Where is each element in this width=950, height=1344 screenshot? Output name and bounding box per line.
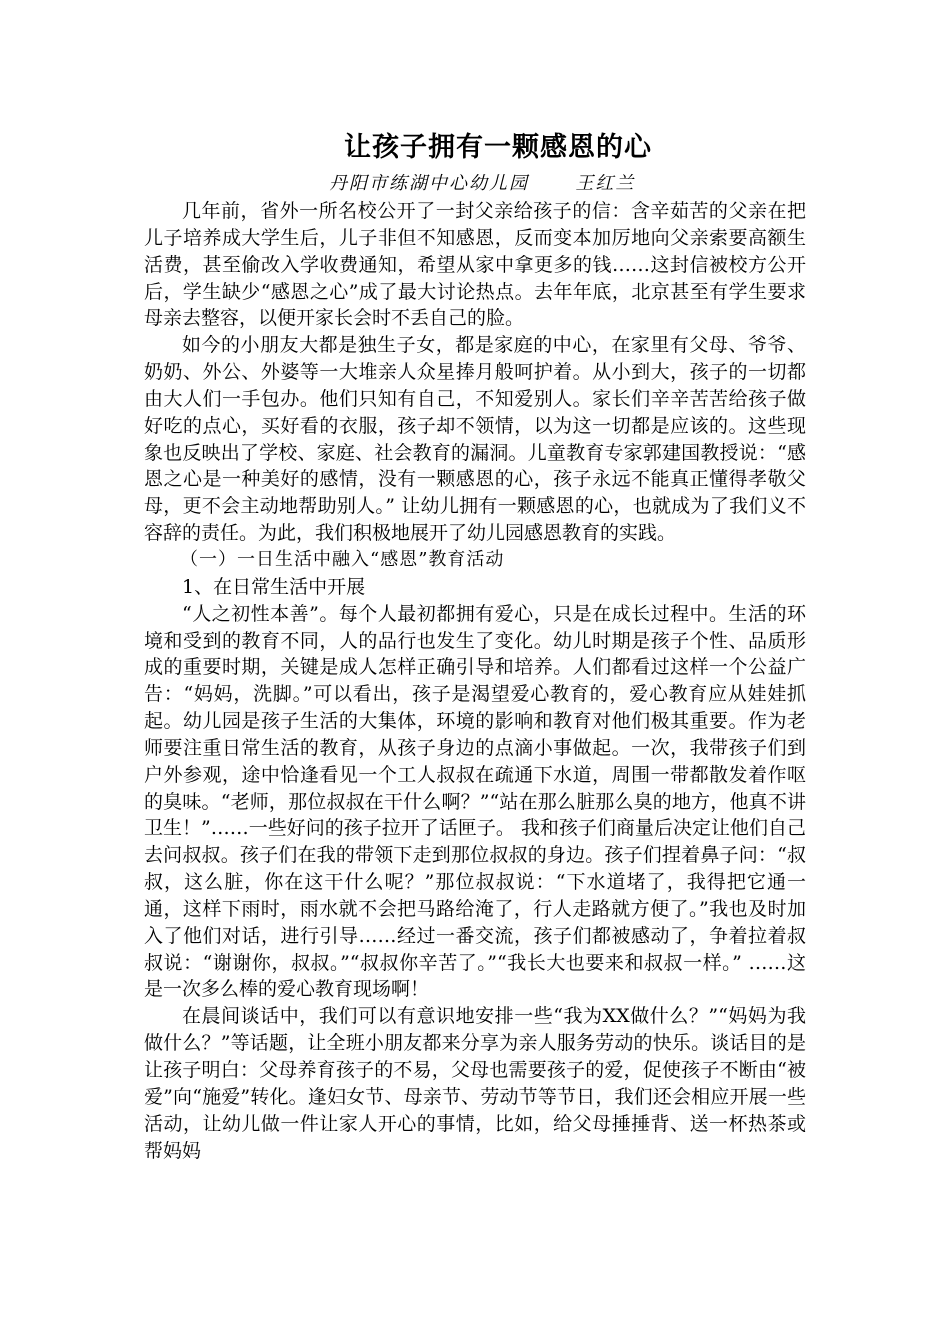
author-byline: 丹阳市练湖中心幼儿园 王红兰 bbox=[329, 173, 636, 194]
section-heading: （一）一日生活中融入“感恩”教育活动 bbox=[180, 548, 505, 570]
paragraph-only-children: 如今的小朋友大都是独生子女，都是家庭的中心，在家里有父母、爷爷、奶奶、外公、外婆等一大堆亲人众星捧月般呵护着。从小到大，孩子的一切都由大人们一手包办。他们只知有自己，不知爱别人。家长们辛辛苦苦给孩子做好吃的点心，买好看的衣服，孩子却不领情，以为这一切都是应该的。这些现象也反映出了学校、家庭、社会教育的漏洞。儿童教育专家郭建国教授说：“感恩之心是一种美好的感情，没有一颗感恩的心，孩子永远不能真正懂得孝敬父母，更不会主动地帮助别人。” 让幼儿拥有一颗感恩的心，也就成为了我们义不容辞的责任。为此，我们积极地展开了幼儿园感恩教育的实践。 bbox=[144, 334, 806, 545]
paragraph-daily-life: “人之初性本善”。每个人最初都拥有爱心，只是在成长过程中。生活的环境和受到的教育不同，人的品行也发生了变化。幼儿时期是孩子个性、品质形成的重要时期，关键是成人怎样正确引导和培养。人们都看过这样一个公益广告：“妈妈，洗脚。”可以看出，孩子是渴望爱心教育的，爱心教育应从娃娃抓起。幼儿园是孩子生活的大集体，环境的影响和教育对他们极其重要。作为老师要注重日常生活的教育，从孩子身边的点滴小事做起。一次，我带孩子们到户外参观，途中恰逢看见一个工人叔叔在疏通下水道，周围一带都散发着作呕的臭味。“老师，那位叔叔在干什么啊？”“站在那么脏那么臭的地方，他真不讲卫生！”……一些好问的孩子拉开了话匣子。 我和孩子们商量后决定让他们自己去问叔叔。孩子们在我的带领下走到那位叔叔的身边。孩子们捏着鼻子问：“叔叔，这么脏，你在这干什么呢？”那位叔叔说：“下水道堵了，我得把它通一通，这样下雨时，雨水就不会把马路给淹了，行人走路就方便了。”我也及时加入了他们对话，进行引导……经过一番交流，孩子们都被感动了，争着拉着叔叔说：“谢谢你，叔叔。”“叔叔你辛苦了。”“我长大也要来和叔叔一样。” ……这是一次多么棒的爱心教育现场啊！ bbox=[144, 602, 806, 1001]
subsection-heading: 1、在日常生活中开展 bbox=[182, 575, 366, 598]
document-body bbox=[144, 198, 806, 1164]
paragraph-morning-talk: 在晨间谈话中，我们可以有意识地安排一些“我为XX做什么？”“妈妈为我做什么？”等话题，让全班小朋友都来分享为亲人服务劳动的快乐。谈话目的是让孩子明白：父母养育孩子的不易，父母也需要孩子的爱，促使孩子不断由“被爱”向“施爱”转化。逢妇女节、母亲节、劳动节等节日，我们还会相应开展一些活动，让幼儿做一件让家人开心的事情，比如，给父母捶捶背、送一杯热茶或帮妈妈 bbox=[144, 1005, 806, 1162]
document-title: 让孩子拥有一颗感恩的心 bbox=[344, 132, 652, 163]
document-page bbox=[144, 128, 806, 1164]
paragraph-intro-letter: 几年前，省外一所名校公开了一封父亲给孩子的信：含辛茹苦的父亲在把儿子培养成大学生后，儿子非但不知感恩，反而变本加厉地向父亲索要高额生活费，甚至偷改入学收费通知，希望从家中拿更多的钱……这封信被校方公开后，学生缺少“感恩之心”成了最大讨论热点。去年年底，北京甚至有学生要求母亲去整容，以便开家长会时不丢自己的脸。 bbox=[144, 200, 806, 330]
